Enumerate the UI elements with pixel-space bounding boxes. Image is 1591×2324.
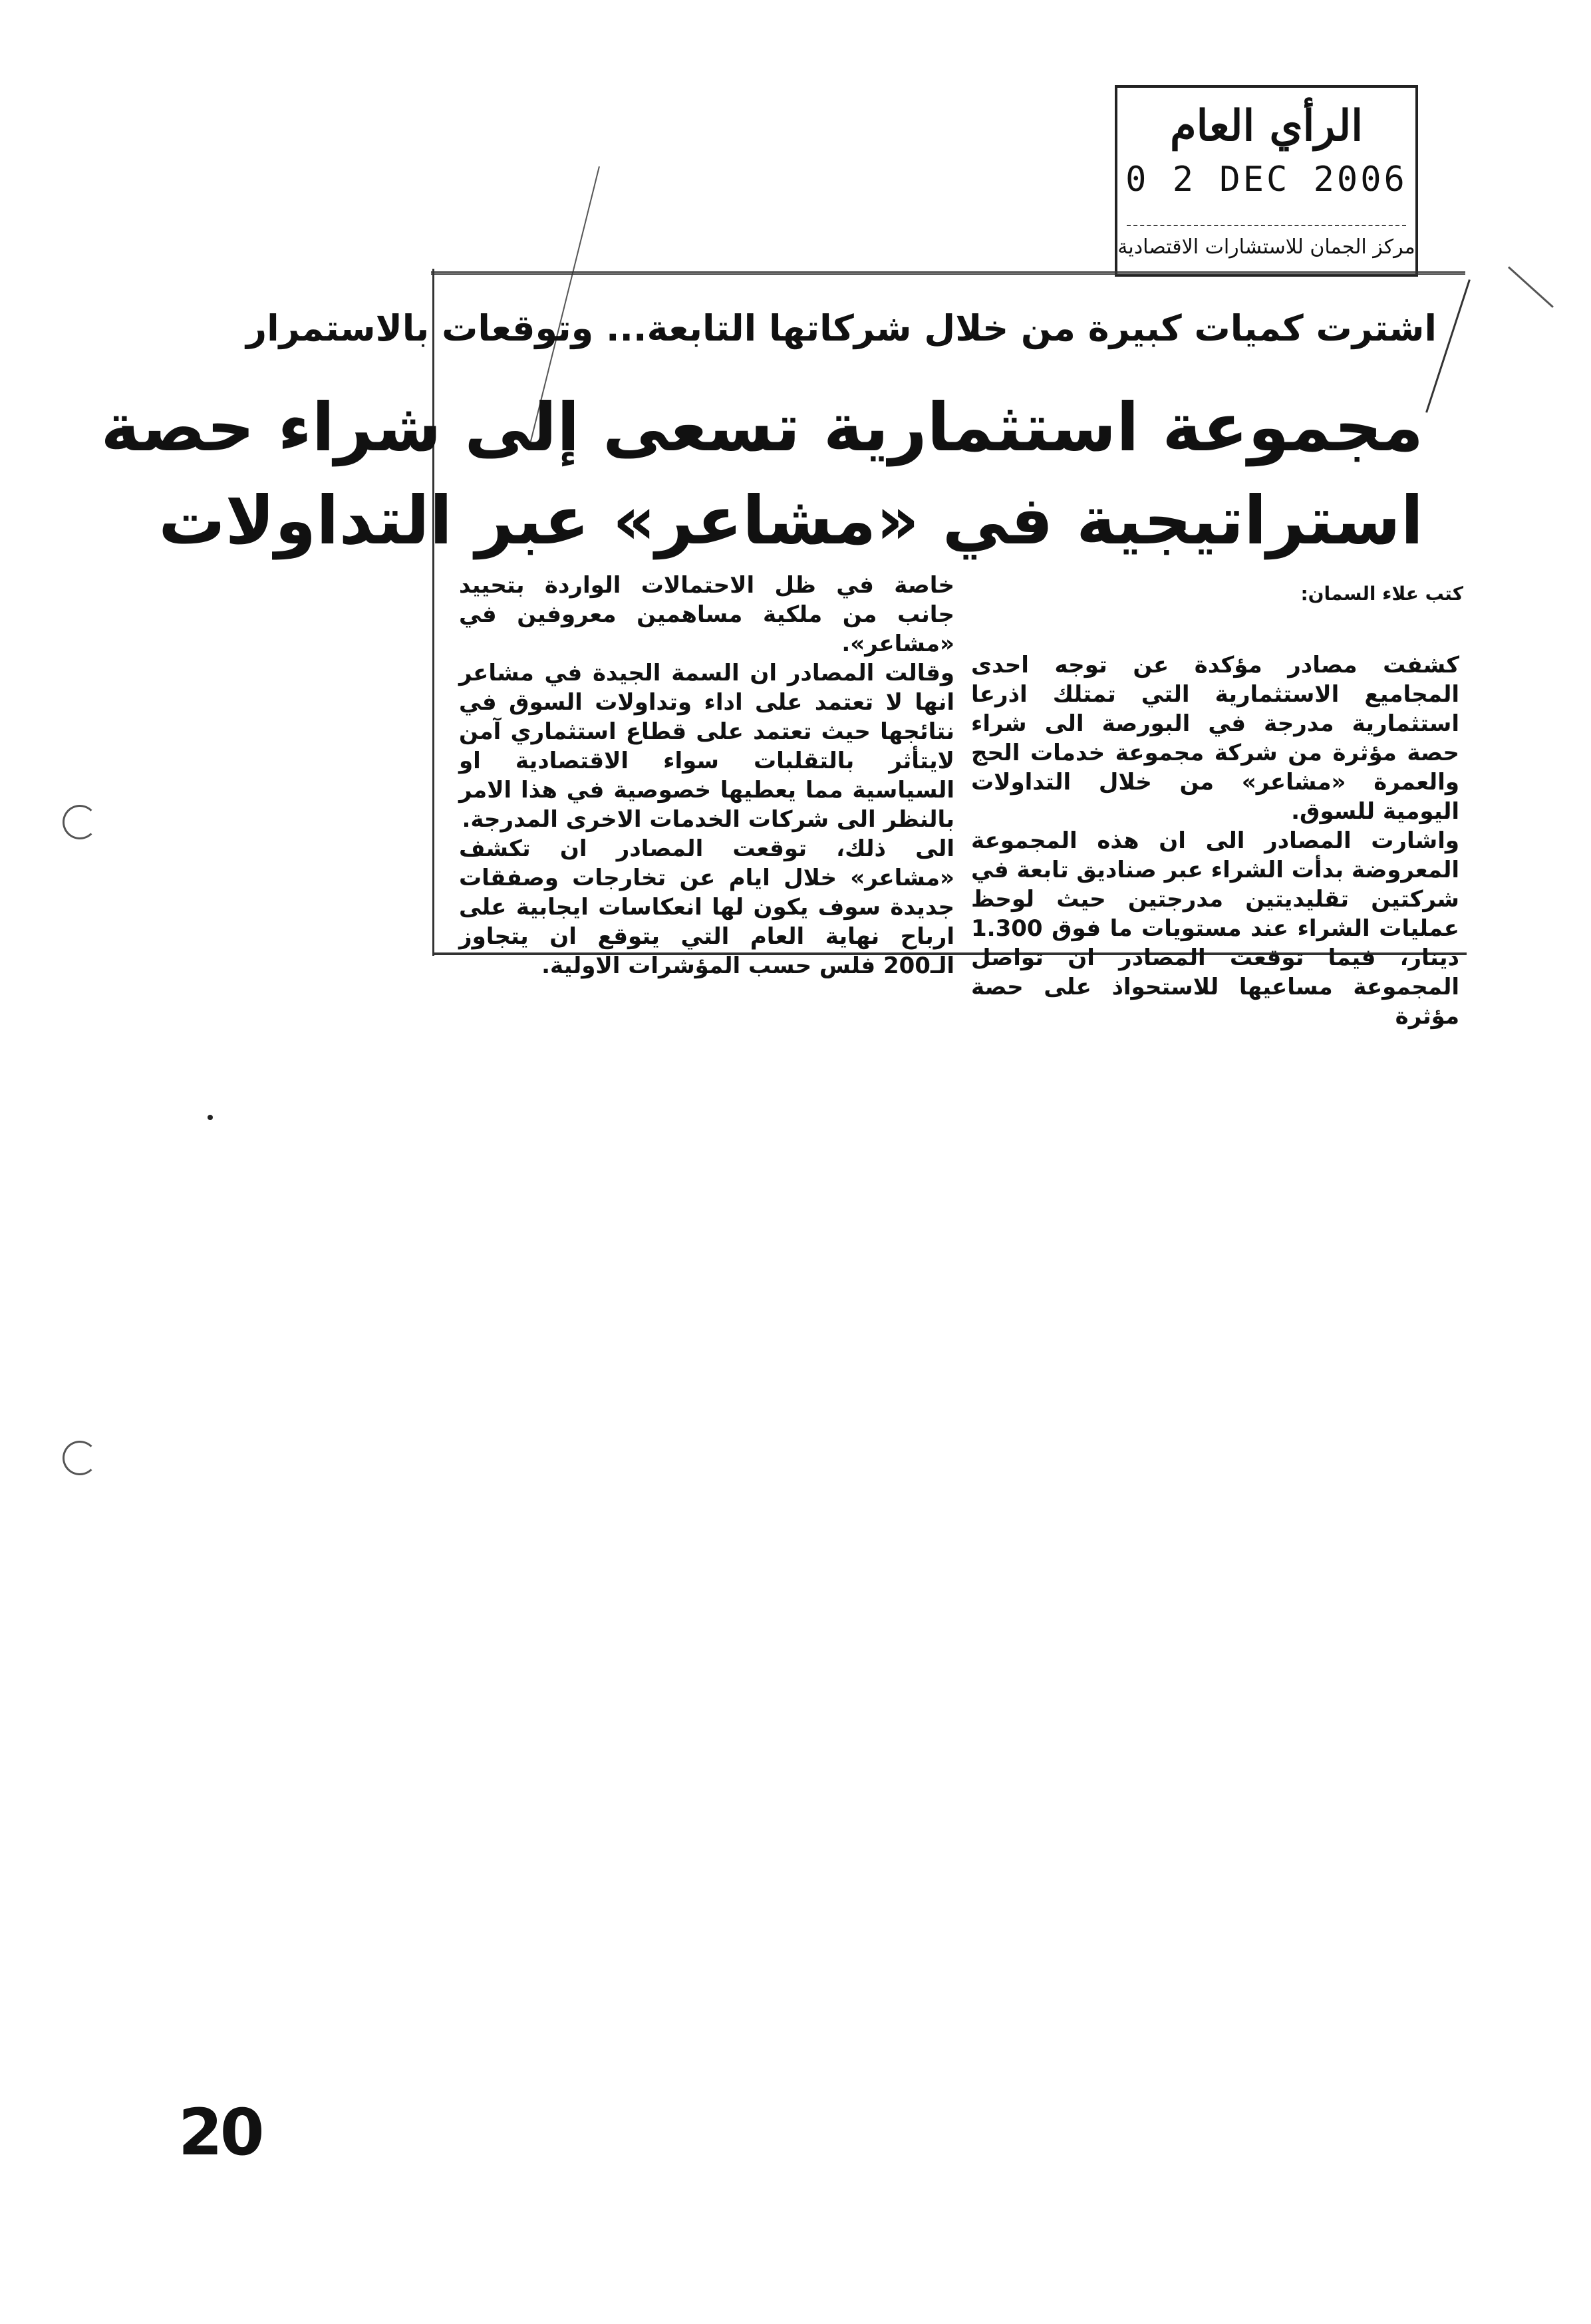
paragraph: كشفت مصادر مؤكدة عن توجه احدى المجاميع الاستثمارية التي تمتلك اذرعا استثمارية مدرجة في البورصة الى شراء حصة مؤثرة من شركة مجموعة خدمات الحج والعمرة «مشاعر» من خلال التداولات اليومية للسوق. [971,652,1459,825]
archive-stamp [1115,85,1418,277]
page-number: 20 [178,2095,262,2170]
paragraph: خاصة في ظل الاحتمالات الواردة بتحييد جانب من ملكية مساهمين معروفين في «مشاعر». [459,572,954,657]
paragraph: الى ذلك، توقعت المصادر ان تكشف «مشاعر» خلال ايام عن تخارجات وصفقات جديدة سوف يكون لها انعكاسات ايجابية على ارباح نهاية العام التي يتوقع ان يتجاوز الـ200 فلس حسب المؤشرات الاولية. [459,835,954,979]
paragraph: واشارت المصادر الى ان هذه المجموعة المعروضة بدأت الشراء عبر صناديق تابعة في شركتين تقليديتين مدرجتين حيث لوحظ عمليات الشراء عند مستويات ما فوق 1.300 دينار، فيما توقعت المصادر ان تواصل المجموعة مساعيها للاستحواذ على حصة مؤثرة [970,827,1459,1030]
binder-hole-icon [63,805,97,839]
pen-mark-tick [1508,266,1554,307]
stamp-agency: مركز الجمان للاستشارات الاقتصادية [1117,235,1415,259]
ink-speck [208,1115,213,1120]
article-byline: كتب علاء السمان: [1300,583,1463,605]
clipping-left-border [432,269,434,956]
stamp-publication-name: الرأي العام [1169,101,1364,151]
stamp-divider [1127,225,1406,226]
paragraph: وقالت المصادر ان السمة الجيدة في مشاعر انها لا تعتمد على اداء وتداولات السوق في نتائجها حيث تعتمد على قطاع استثماري آمن لايتأثر بالتقلبات سواء الاقتصادية او السياسية مما يعطيها خصوصية في هذا الامر بالنظر الى شركات الخدمات الاخرى المدرجة. [459,660,954,833]
article-kicker: اشترت كميات كبيرة من خلال شركاتها التابعة... وتوقعات بالاستمرار [246,307,1437,349]
article-column-left [459,571,954,980]
clipping-top-border [431,271,1465,275]
article-column-right [971,651,1459,1031]
article-headline-line-1: مجموعة استثمارية تسعى إلى شراء حصة [100,388,1423,466]
stamp-date: 0 2 DEC 2006 [1125,160,1407,200]
article-headline-line-2: استراتيجية في «مشاعر» عبر التداولات [158,482,1423,559]
binder-hole-icon [63,1441,97,1475]
